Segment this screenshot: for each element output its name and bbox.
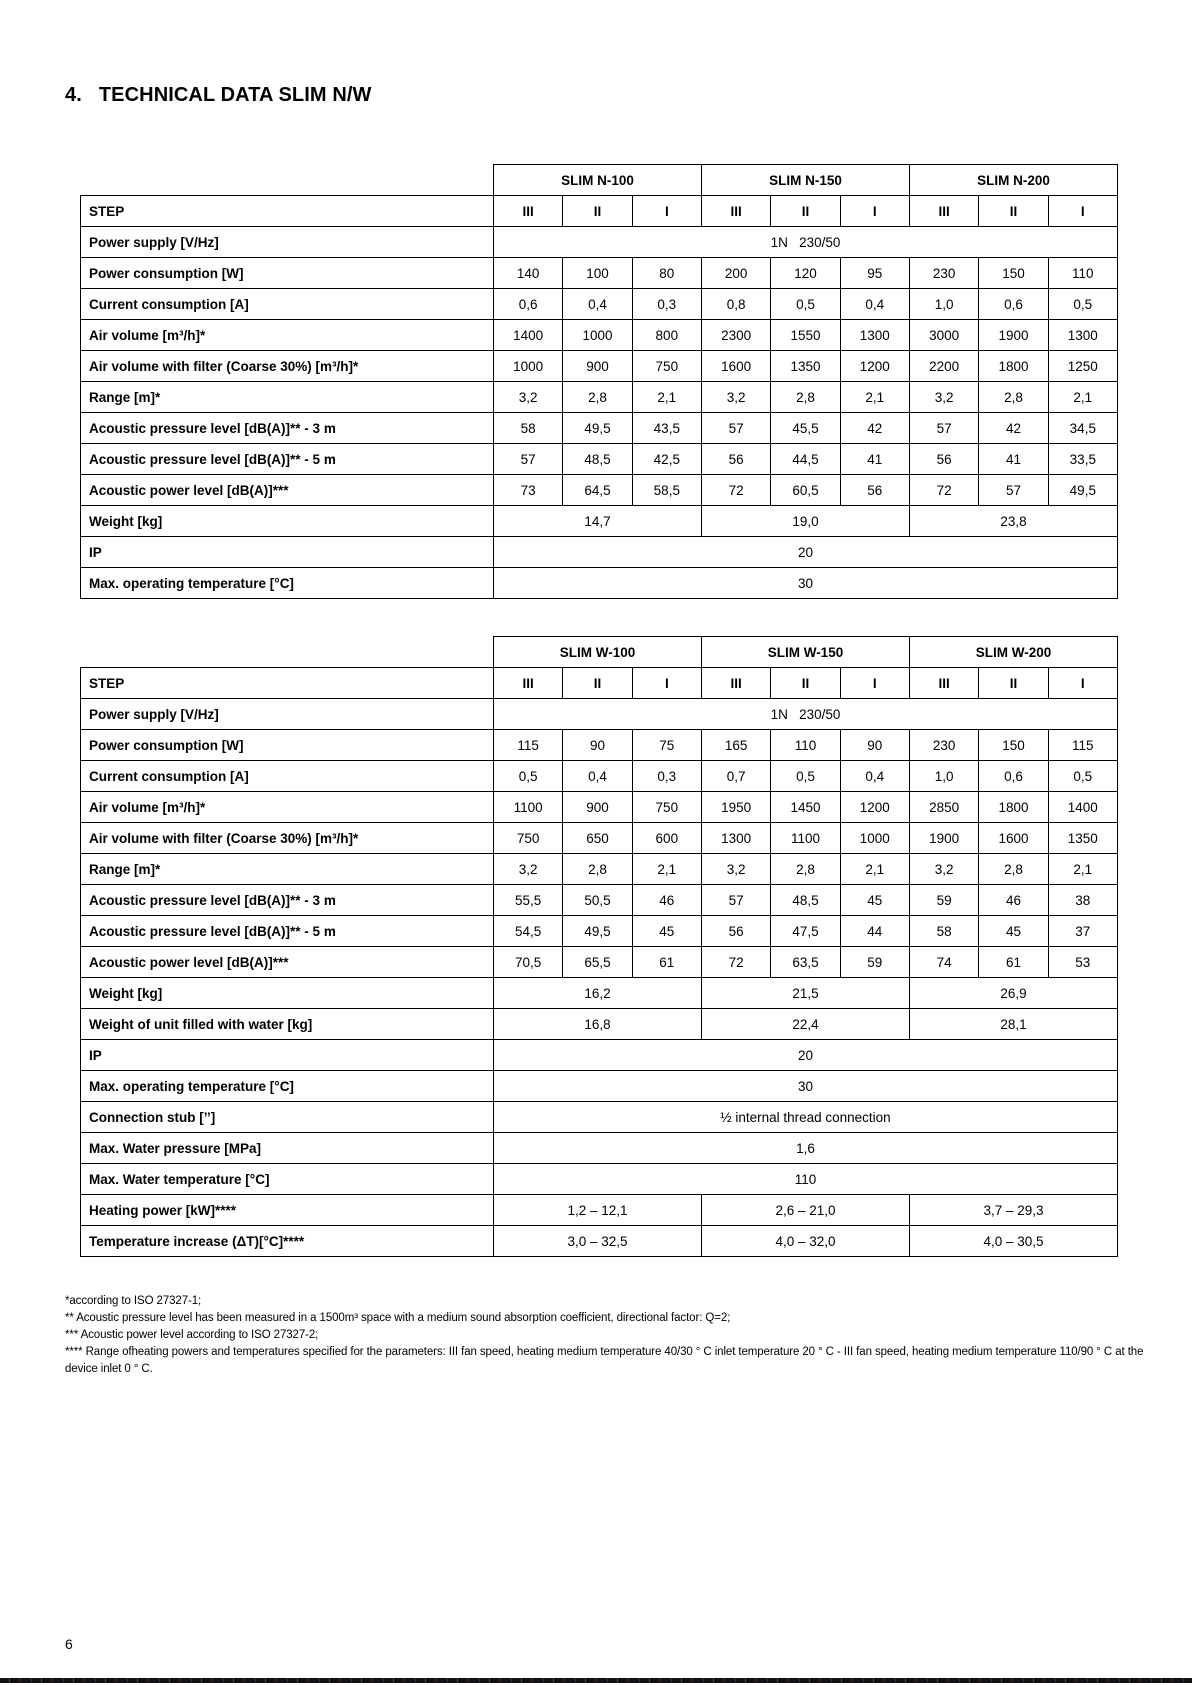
value-cell: 230 — [909, 730, 978, 761]
value-cell: 49,5 — [1048, 475, 1117, 506]
model-header: SLIM W-100 — [494, 637, 702, 668]
step-cell: II — [563, 668, 632, 699]
value-cell: 21,5 — [701, 978, 909, 1009]
value-cell: 230 — [909, 258, 978, 289]
value-cell: 115 — [1048, 730, 1117, 761]
value-cell: 22,4 — [701, 1009, 909, 1040]
value-cell: 16,8 — [494, 1009, 702, 1040]
value-cell: 45 — [632, 916, 701, 947]
value-cell: 41 — [840, 444, 909, 475]
step-cell: I — [1048, 196, 1117, 227]
value-cell: 26,9 — [909, 978, 1117, 1009]
value-cell: 2,8 — [563, 854, 632, 885]
row-label: Air volume with filter (Coarse 30%) [m³/h]* — [81, 351, 494, 382]
value-cell: 0,6 — [979, 761, 1048, 792]
value-cell: 0,5 — [494, 761, 563, 792]
value-cell: 3,2 — [701, 382, 770, 413]
page-title: 4. TECHNICAL DATA SLIM N/W — [65, 84, 372, 106]
value-cell: 1N 230/50 — [494, 227, 1118, 258]
value-cell: 2,8 — [771, 854, 840, 885]
value-cell: 42 — [840, 413, 909, 444]
value-cell: 2,6 – 21,0 — [701, 1195, 909, 1226]
step-row — [81, 668, 1118, 699]
value-cell: 54,5 — [494, 916, 563, 947]
value-cell: 16,2 — [494, 978, 702, 1009]
table-row — [81, 761, 1118, 792]
value-cell: 0,4 — [563, 289, 632, 320]
value-cell: 600 — [632, 823, 701, 854]
value-cell: 650 — [563, 823, 632, 854]
value-cell: 61 — [979, 947, 1048, 978]
value-cell: 56 — [840, 475, 909, 506]
value-cell: 1450 — [771, 792, 840, 823]
value-cell: 1100 — [771, 823, 840, 854]
value-cell: 0,3 — [632, 761, 701, 792]
value-cell: 49,5 — [563, 916, 632, 947]
value-cell: 150 — [979, 258, 1048, 289]
table-corner-spacer — [81, 637, 494, 668]
value-cell: 95 — [840, 258, 909, 289]
value-cell: 42 — [979, 413, 1048, 444]
value-cell: 115 — [494, 730, 563, 761]
value-cell: 0,7 — [701, 761, 770, 792]
table-row — [81, 978, 1118, 1009]
table-row — [81, 1102, 1118, 1133]
value-cell: 57 — [701, 885, 770, 916]
value-cell: 1350 — [771, 351, 840, 382]
table-row — [81, 699, 1118, 730]
value-cell: 1000 — [563, 320, 632, 351]
value-cell: 59 — [840, 947, 909, 978]
step-cell: I — [840, 668, 909, 699]
value-cell: 50,5 — [563, 885, 632, 916]
value-cell: 1950 — [701, 792, 770, 823]
value-cell: 58 — [494, 413, 563, 444]
value-cell: 43,5 — [632, 413, 701, 444]
value-cell: 47,5 — [771, 916, 840, 947]
value-cell: 0,4 — [563, 761, 632, 792]
value-cell: 1600 — [701, 351, 770, 382]
footnote: **** Range ofheating powers and temperatures specified for the parameters: III fan speed, heating medium temperature 40/30 ° C inlet temperature 20 ° C - III fan speed, heating medium temperature 110/90 ° C at the device inlet 0 ° C. — [65, 1346, 1144, 1375]
table-row — [81, 854, 1118, 885]
value-cell: 55,5 — [494, 885, 563, 916]
value-cell: 0,4 — [840, 761, 909, 792]
step-cell: III — [701, 668, 770, 699]
value-cell: 3,2 — [494, 382, 563, 413]
value-cell: 2,8 — [979, 382, 1048, 413]
value-cell: 56 — [701, 444, 770, 475]
value-cell: 0,8 — [701, 289, 770, 320]
value-cell: 0,3 — [632, 289, 701, 320]
value-cell: 49,5 — [563, 413, 632, 444]
value-cell: 57 — [979, 475, 1048, 506]
value-cell: 57 — [494, 444, 563, 475]
table-row — [81, 475, 1118, 506]
value-cell: 3,7 – 29,3 — [909, 1195, 1117, 1226]
page-number: 6 — [65, 1636, 73, 1652]
value-cell: 3,2 — [909, 382, 978, 413]
table-row — [81, 289, 1118, 320]
value-cell: 2300 — [701, 320, 770, 351]
value-cell: 37 — [1048, 916, 1117, 947]
value-cell: 72 — [701, 475, 770, 506]
table-row — [81, 1009, 1118, 1040]
value-cell: 44,5 — [771, 444, 840, 475]
table-row — [81, 537, 1118, 568]
value-cell: 1400 — [494, 320, 563, 351]
value-cell: 65,5 — [563, 947, 632, 978]
step-cell: I — [632, 668, 701, 699]
value-cell: 58,5 — [632, 475, 701, 506]
table-row — [81, 792, 1118, 823]
value-cell: 4,0 – 30,5 — [909, 1226, 1117, 1257]
row-label: Air volume [m³/h]* — [81, 792, 494, 823]
value-cell: 80 — [632, 258, 701, 289]
value-cell: 1600 — [979, 823, 1048, 854]
value-cell: 20 — [494, 1040, 1118, 1071]
step-row-label: STEP — [81, 668, 494, 699]
value-cell: 56 — [701, 916, 770, 947]
value-cell: 100 — [563, 258, 632, 289]
value-cell: 48,5 — [771, 885, 840, 916]
row-label: Current consumption [A] — [81, 761, 494, 792]
data-table — [80, 164, 1118, 599]
step-cell: I — [1048, 668, 1117, 699]
row-label: Air volume with filter (Coarse 30%) [m³/h]* — [81, 823, 494, 854]
model-header: SLIM W-150 — [701, 637, 909, 668]
row-label: Range [m]* — [81, 854, 494, 885]
table-row — [81, 885, 1118, 916]
value-cell: 1400 — [1048, 792, 1117, 823]
value-cell: 53 — [1048, 947, 1117, 978]
row-label: Acoustic pressure level [dB(A)]** - 3 m — [81, 413, 494, 444]
footnote: *** Acoustic power level according to ISO 27327-2; — [65, 1329, 319, 1341]
value-cell: 2,1 — [1048, 382, 1117, 413]
value-cell: 0,5 — [1048, 289, 1117, 320]
row-label: Max. Water temperature [°C] — [81, 1164, 494, 1195]
value-cell: 1250 — [1048, 351, 1117, 382]
table-row — [81, 258, 1118, 289]
footnotes — [65, 1293, 1145, 1378]
row-label: Air volume [m³/h]* — [81, 320, 494, 351]
value-cell: 44 — [840, 916, 909, 947]
value-cell: 3000 — [909, 320, 978, 351]
value-cell: 34,5 — [1048, 413, 1117, 444]
value-cell: 42,5 — [632, 444, 701, 475]
table-row — [81, 444, 1118, 475]
value-cell: 59 — [909, 885, 978, 916]
row-label: IP — [81, 537, 494, 568]
value-cell: 1200 — [840, 792, 909, 823]
value-cell: 75 — [632, 730, 701, 761]
value-cell: 1550 — [771, 320, 840, 351]
row-label: Power supply [V/Hz] — [81, 227, 494, 258]
value-cell: 1100 — [494, 792, 563, 823]
model-header: SLIM W-200 — [909, 637, 1117, 668]
table-row — [81, 1071, 1118, 1102]
value-cell: 1350 — [1048, 823, 1117, 854]
row-label: Acoustic pressure level [dB(A)]** - 5 m — [81, 444, 494, 475]
value-cell: 57 — [909, 413, 978, 444]
table-row — [81, 413, 1118, 444]
row-label: Acoustic pressure level [dB(A)]** - 5 m — [81, 916, 494, 947]
value-cell: 110 — [1048, 258, 1117, 289]
value-cell: 2200 — [909, 351, 978, 382]
value-cell: 2,8 — [771, 382, 840, 413]
value-cell: 1300 — [701, 823, 770, 854]
value-cell: 120 — [771, 258, 840, 289]
step-cell: III — [909, 196, 978, 227]
value-cell: 165 — [701, 730, 770, 761]
step-row-label: STEP — [81, 196, 494, 227]
table-row — [81, 1040, 1118, 1071]
row-label: Power supply [V/Hz] — [81, 699, 494, 730]
value-cell: 2,1 — [632, 382, 701, 413]
table-row — [81, 823, 1118, 854]
value-cell: 1,2 – 12,1 — [494, 1195, 702, 1226]
value-cell: 28,1 — [909, 1009, 1117, 1040]
table-row — [81, 568, 1118, 599]
value-cell: 60,5 — [771, 475, 840, 506]
value-cell: 110 — [494, 1164, 1118, 1195]
value-cell: 30 — [494, 568, 1118, 599]
step-row — [81, 196, 1118, 227]
value-cell: 1000 — [494, 351, 563, 382]
value-cell: 63,5 — [771, 947, 840, 978]
data-table — [80, 636, 1118, 1257]
value-cell: 2850 — [909, 792, 978, 823]
step-cell: III — [701, 196, 770, 227]
value-cell: 3,2 — [909, 854, 978, 885]
value-cell: 23,8 — [909, 506, 1117, 537]
value-cell: 56 — [909, 444, 978, 475]
value-cell: 38 — [1048, 885, 1117, 916]
value-cell: 1N 230/50 — [494, 699, 1118, 730]
value-cell: 45 — [840, 885, 909, 916]
value-cell: 58 — [909, 916, 978, 947]
row-label: IP — [81, 1040, 494, 1071]
value-cell: 1,0 — [909, 289, 978, 320]
value-cell: 33,5 — [1048, 444, 1117, 475]
value-cell: 41 — [979, 444, 1048, 475]
value-cell: 70,5 — [494, 947, 563, 978]
value-cell: 110 — [771, 730, 840, 761]
row-label: Range [m]* — [81, 382, 494, 413]
technical-table-slim-n — [80, 164, 1118, 599]
value-cell: 900 — [563, 792, 632, 823]
value-cell: 46 — [632, 885, 701, 916]
step-cell: II — [563, 196, 632, 227]
value-cell: 64,5 — [563, 475, 632, 506]
technical-table-slim-w — [80, 636, 1118, 1257]
table-row — [81, 351, 1118, 382]
table-row — [81, 506, 1118, 537]
value-cell: 90 — [840, 730, 909, 761]
value-cell: 61 — [632, 947, 701, 978]
value-cell: 2,1 — [840, 382, 909, 413]
value-cell: 19,0 — [701, 506, 909, 537]
row-label: Weight of unit filled with water [kg] — [81, 1009, 494, 1040]
value-cell: 200 — [701, 258, 770, 289]
table-row — [81, 1195, 1118, 1226]
value-cell: 74 — [909, 947, 978, 978]
row-label: Weight [kg] — [81, 506, 494, 537]
value-cell: 2,1 — [632, 854, 701, 885]
table-row — [81, 1164, 1118, 1195]
value-cell: 1800 — [979, 792, 1048, 823]
value-cell: 1300 — [1048, 320, 1117, 351]
value-cell: 3,2 — [494, 854, 563, 885]
value-cell: 73 — [494, 475, 563, 506]
row-label: Acoustic power level [dB(A)]*** — [81, 475, 494, 506]
row-label: Max. operating temperature [°C] — [81, 568, 494, 599]
footnote: ** Acoustic pressure level has been measured in a 1500m³ space with a medium sound absorption coefficient, directional factor: Q=2; — [65, 1312, 731, 1324]
value-cell: 0,5 — [1048, 761, 1117, 792]
footnote: *according to ISO 27327-1; — [65, 1295, 202, 1307]
value-cell: 140 — [494, 258, 563, 289]
model-header: SLIM N-200 — [909, 165, 1117, 196]
row-label: Temperature increase (ΔT)[°C]**** — [81, 1226, 494, 1257]
model-header: SLIM N-150 — [701, 165, 909, 196]
value-cell: 2,1 — [1048, 854, 1117, 885]
step-cell: III — [494, 196, 563, 227]
table-row — [81, 227, 1118, 258]
value-cell: 800 — [632, 320, 701, 351]
value-cell: 0,4 — [840, 289, 909, 320]
value-cell: 1,0 — [909, 761, 978, 792]
table-row — [81, 1133, 1118, 1164]
value-cell: 20 — [494, 537, 1118, 568]
value-cell: 1000 — [840, 823, 909, 854]
value-cell: 0,6 — [494, 289, 563, 320]
value-cell: 46 — [979, 885, 1048, 916]
value-cell: 72 — [701, 947, 770, 978]
value-cell: 90 — [563, 730, 632, 761]
step-cell: I — [632, 196, 701, 227]
step-cell: III — [909, 668, 978, 699]
value-cell: 150 — [979, 730, 1048, 761]
value-cell: 0,5 — [771, 761, 840, 792]
table-row — [81, 320, 1118, 351]
row-label: Connection stub [’’] — [81, 1102, 494, 1133]
step-cell: II — [771, 668, 840, 699]
value-cell: 30 — [494, 1071, 1118, 1102]
row-label: Power consumption [W] — [81, 258, 494, 289]
row-label: Acoustic power level [dB(A)]*** — [81, 947, 494, 978]
model-header-row — [81, 637, 1118, 668]
row-label: Heating power [kW]**** — [81, 1195, 494, 1226]
value-cell: 2,8 — [563, 382, 632, 413]
value-cell: 45 — [979, 916, 1048, 947]
model-header-row — [81, 165, 1118, 196]
value-cell: 3,0 – 32,5 — [494, 1226, 702, 1257]
row-label: Power consumption [W] — [81, 730, 494, 761]
table-row — [81, 916, 1118, 947]
value-cell: 2,1 — [840, 854, 909, 885]
value-cell: 14,7 — [494, 506, 702, 537]
step-cell: I — [840, 196, 909, 227]
value-cell: 750 — [494, 823, 563, 854]
table-row — [81, 947, 1118, 978]
table-corner-spacer — [81, 165, 494, 196]
row-label: Current consumption [A] — [81, 289, 494, 320]
table-row — [81, 1226, 1118, 1257]
value-cell: 57 — [701, 413, 770, 444]
model-header: SLIM N-100 — [494, 165, 702, 196]
value-cell: 1,6 — [494, 1133, 1118, 1164]
value-cell: ½ internal thread connection — [494, 1102, 1118, 1133]
row-label: Acoustic pressure level [dB(A)]** - 3 m — [81, 885, 494, 916]
value-cell: 1800 — [979, 351, 1048, 382]
step-cell: III — [494, 668, 563, 699]
value-cell: 750 — [632, 351, 701, 382]
value-cell: 1300 — [840, 320, 909, 351]
row-label: Weight [kg] — [81, 978, 494, 1009]
value-cell: 45,5 — [771, 413, 840, 444]
table-row — [81, 382, 1118, 413]
value-cell: 4,0 – 32,0 — [701, 1226, 909, 1257]
value-cell: 900 — [563, 351, 632, 382]
scan-artifact-line — [0, 1678, 1192, 1683]
value-cell: 1900 — [979, 320, 1048, 351]
value-cell: 750 — [632, 792, 701, 823]
step-cell: II — [771, 196, 840, 227]
value-cell: 2,8 — [979, 854, 1048, 885]
value-cell: 72 — [909, 475, 978, 506]
value-cell: 0,5 — [771, 289, 840, 320]
value-cell: 0,6 — [979, 289, 1048, 320]
row-label: Max. Water pressure [MPa] — [81, 1133, 494, 1164]
step-cell: II — [979, 668, 1048, 699]
value-cell: 48,5 — [563, 444, 632, 475]
value-cell: 1900 — [909, 823, 978, 854]
table-row — [81, 730, 1118, 761]
value-cell: 3,2 — [701, 854, 770, 885]
step-cell: II — [979, 196, 1048, 227]
value-cell: 1200 — [840, 351, 909, 382]
row-label: Max. operating temperature [°C] — [81, 1071, 494, 1102]
